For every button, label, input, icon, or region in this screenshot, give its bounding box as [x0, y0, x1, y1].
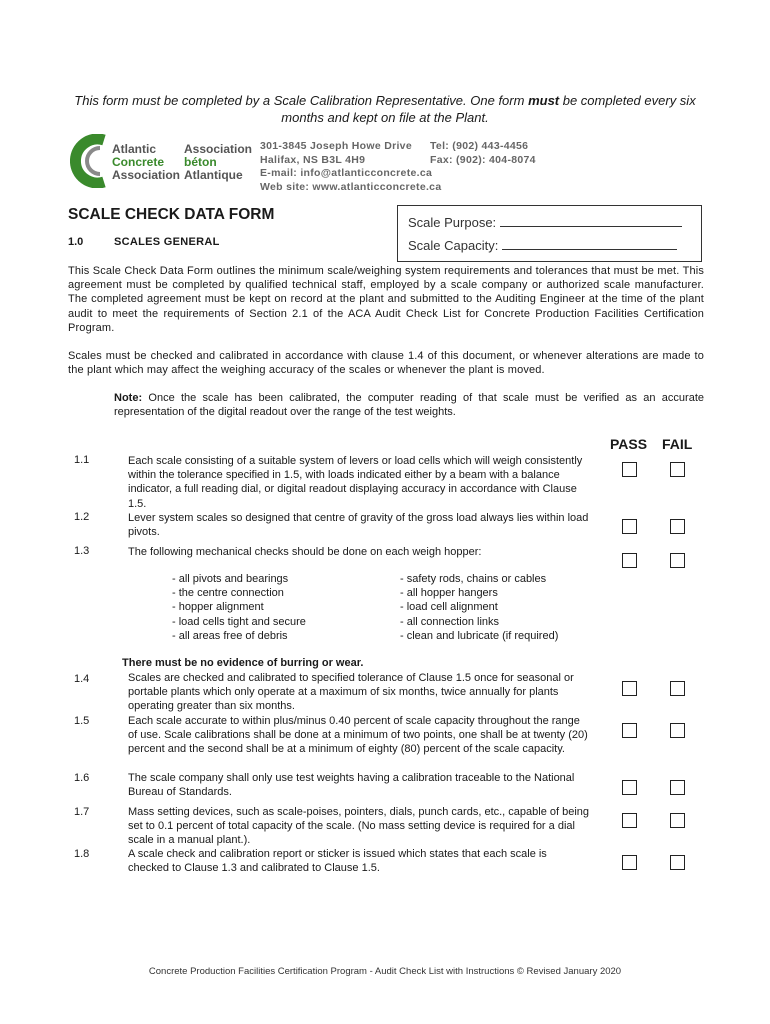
pass-checkbox-1-8[interactable] [622, 855, 637, 870]
scale-capacity-label: Scale Capacity: [408, 238, 499, 253]
item-number: 1.2 [74, 511, 90, 523]
scale-info-box [397, 205, 702, 262]
scale-capacity-field[interactable] [502, 237, 677, 250]
list-item: - the centre connection [172, 587, 284, 600]
note-label: Note: [114, 392, 143, 404]
item-text: Each scale accurate to within plus/minus 0.40 percent of scale capacity throughout the range of use. Scale calibrations shall be done at a minimum of two points, one shall be at twenty (20) percent and the second shall be at a minimum of eighty (80) percent of the scale capacity. [128, 715, 588, 756]
fail-column-header: FAIL [662, 436, 693, 452]
scale-capacity-row [408, 237, 677, 253]
item-number: 1.8 [74, 848, 90, 860]
pass-checkbox-1-5[interactable] [622, 723, 637, 738]
list-item: - load cell alignment [400, 601, 498, 614]
pass-checkbox-1-6[interactable] [622, 780, 637, 795]
list-item: - safety rods, chains or cables [400, 573, 547, 585]
fail-checkbox-1-3[interactable] [670, 553, 685, 568]
list-item: - clean and lubricate (if required) [400, 629, 559, 642]
checks-list-left [172, 572, 306, 643]
intro-text-2: be completed every six months and kept on file at the Plant. [281, 93, 696, 125]
contact-block [260, 140, 441, 194]
item-number: 1.1 [74, 454, 90, 466]
scale-purpose-row [408, 214, 682, 230]
item-number: 1.6 [74, 772, 90, 784]
pass-checkbox-1-3[interactable] [622, 553, 637, 568]
scale-purpose-field[interactable] [500, 214, 682, 227]
item-text: Mass setting devices, such as scale-poises, pointers, dials, punch cards, etc., capable of being set to 0.1 percent of total capacity of the scale. (No mass setting device is required for a dial scale in a manual plant.). [128, 806, 590, 847]
list-item: - all hopper hangers [400, 587, 498, 600]
fail-checkbox-1-1[interactable] [670, 462, 685, 477]
list-item: - load cells tight and secure [172, 615, 306, 628]
intro-instructions [60, 92, 710, 126]
intro-text-1: This form must be completed by a Scale Calibration Representative. One form [74, 93, 529, 108]
intro-must: must [528, 93, 560, 108]
fail-checkbox-1-5[interactable] [670, 723, 685, 738]
pass-column-header: PASS [610, 436, 648, 452]
item-text: The scale company shall only use test weights having a calibration traceable to the National Bureau of Standards. [128, 772, 575, 799]
logo-en-line1: Atlantic [112, 142, 157, 156]
contact-phone-block [430, 140, 536, 167]
logo-english-name [112, 143, 180, 182]
item-number: 1.4 [74, 673, 90, 685]
aca-logo-icon [70, 134, 106, 193]
paragraph-calibration: Scales must be checked and calibrated in accordance with clause 1.4 of this document, or whenever alterations are made to the plant which may affect the weighing accuracy of the scales or whenever the plant is moved. [68, 350, 704, 377]
checks-list-right [400, 572, 558, 643]
note-text: Once the scale has been calibrated, the computer reading of that scale must be verified as an accurate representation of the digital readout over the range of the test weights. [114, 392, 704, 419]
section-number: 1.0 [68, 236, 84, 248]
fail-checkbox-1-8[interactable] [670, 855, 685, 870]
page-footer: Concrete Production Facilities Certification Program - Audit Check List with Instructions © Revised January 2020 [148, 966, 622, 977]
scale-purpose-label: Scale Purpose: [408, 215, 497, 230]
contact-address: 301-3845 Joseph Howe Drive [260, 140, 412, 152]
list-item: - hopper alignment [172, 601, 264, 614]
section-title: SCALES GENERAL [114, 236, 220, 248]
item-text: Lever system scales so designed that centre of gravity of the gross load always lies within load pivots. [128, 512, 589, 539]
pass-checkbox-1-7[interactable] [622, 813, 637, 828]
form-title: SCALE CHECK DATA FORM [68, 206, 275, 223]
logo-fr-line3: Atlantique [184, 168, 243, 182]
burring-note: There must be no evidence of burring or wear. [122, 657, 364, 669]
item-number: 1.7 [74, 806, 90, 818]
note-block [114, 391, 704, 419]
contact-city: Halifax, NS B3L 4H9 [260, 153, 366, 166]
logo-en-line2: Concrete [112, 155, 165, 169]
item-number: 1.3 [74, 545, 90, 557]
list-item: - all connection links [400, 615, 500, 628]
item-text: Each scale consisting of a suitable system of levers or load cells which will weigh consistently within the tolerance specified in 1.5, with loads indicated either by a beam with a balance indicator, a full reading dial, or digital readout displaying accuracy in accordance with Clause 1.5. [128, 455, 583, 510]
item-text: Scales are checked and calibrated to specified tolerance of Clause 1.5 once for seasonal or portable plants which only operate at a maximum of six months, twice annually for plants operating greater than six months. [128, 672, 574, 713]
paragraph-overview: This Scale Check Data Form outlines the minimum scale/weighing system requirements and tolerances that must be met. This agreement must be completed by qualified technical staff, employed by a scale company or authorized scale manufacturer. The completed agreement must be kept on record at the plant and submitted to the Auditing Engineer at the time of the plant audit to meet the requirements of Section 2.1 of the ACA Audit Check List for Concrete Production Facilities Certification Program. [68, 265, 704, 334]
logo-en-line3: Association [112, 168, 181, 182]
pass-checkbox-1-1[interactable] [622, 462, 637, 477]
logo-french-name [184, 143, 252, 182]
item-number: 1.5 [74, 715, 90, 727]
contact-website[interactable]: Web site: www.atlanticconcrete.ca [260, 180, 442, 193]
fail-checkbox-1-7[interactable] [670, 813, 685, 828]
fail-checkbox-1-2[interactable] [670, 519, 685, 534]
logo-fr-line2: béton [184, 155, 217, 169]
list-item: - all areas free of debris [172, 629, 288, 642]
contact-tel: Tel: (902) 443-4456 [430, 140, 529, 152]
fail-checkbox-1-6[interactable] [670, 780, 685, 795]
item-text: A scale check and calibration report or sticker is issued which states that each scale is checked to Clause 1.3 and calibrated to Clause 1.5. [128, 848, 547, 875]
list-item: - all pivots and bearings [172, 573, 289, 585]
pass-checkbox-1-4[interactable] [622, 681, 637, 696]
pass-checkbox-1-2[interactable] [622, 519, 637, 534]
logo-fr-line1: Association [184, 142, 253, 156]
contact-fax: Fax: (902): 404-8074 [430, 153, 536, 166]
item-text: The following mechanical checks should be done on each weigh hopper: [128, 546, 482, 558]
contact-email[interactable]: E-mail: info@atlanticconcrete.ca [260, 167, 433, 179]
fail-checkbox-1-4[interactable] [670, 681, 685, 696]
